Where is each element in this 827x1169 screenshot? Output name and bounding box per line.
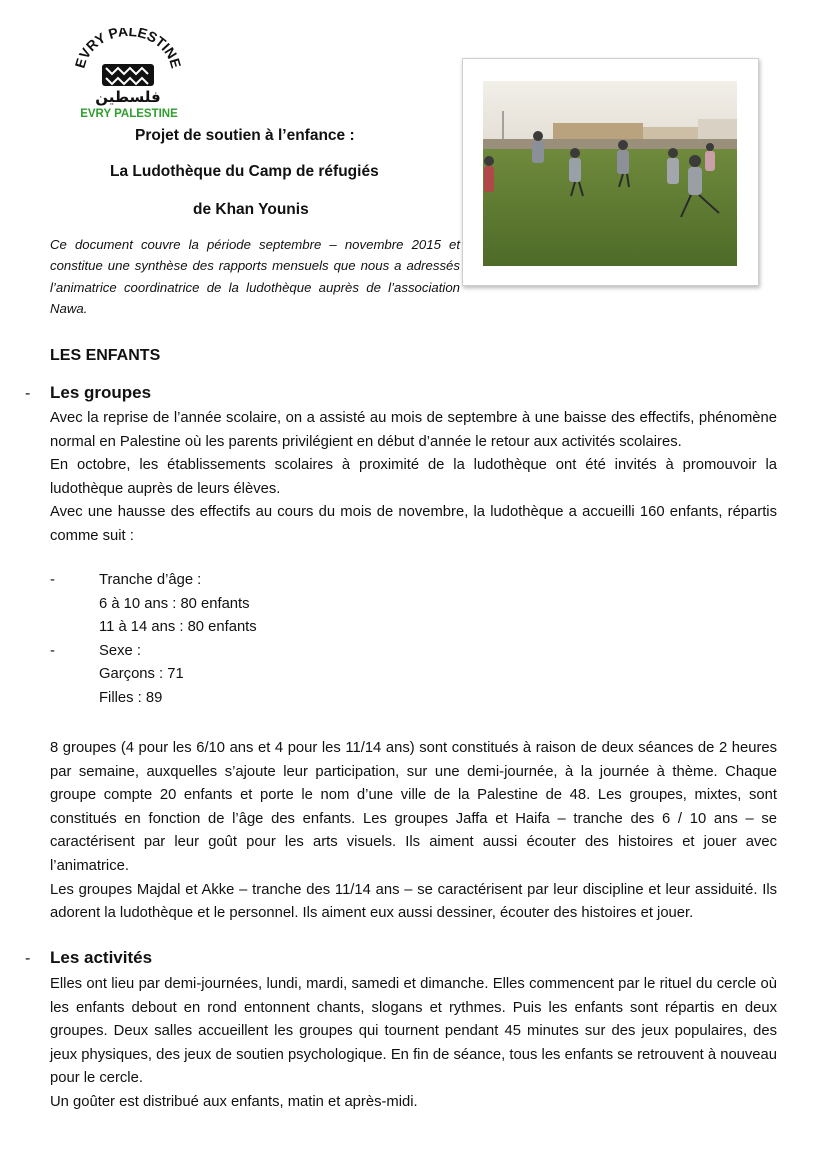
photo-frame (462, 58, 759, 286)
title-line-2: La Ludothèque du Camp de réfugiés (110, 163, 379, 180)
logo-caption: EVRY PALESTINE (80, 108, 178, 120)
activites-paragraph-2: Un goûter est distribué aux enfants, matin et après-midi. (50, 1093, 418, 1110)
intro-paragraph: Ce document couvre la période septembre – novembre 2015 et constitue une synthèse des rapports mensuels que nous a adressés l’animatrice coordinatrice de la ludothèque auprès de l’association Nawa. (50, 237, 460, 316)
title-line-1: Projet de soutien à l’enfance : (135, 127, 355, 144)
activites-dash: - (25, 950, 31, 967)
children-playing-photo (483, 81, 737, 266)
title-line-3: de Khan Younis (193, 201, 309, 218)
list-age-11-14: 11 à 14 ans : 80 enfants (99, 619, 257, 635)
heading-activites: Les activités (50, 948, 153, 967)
heading-groupes: Les groupes (50, 383, 152, 402)
groupes-paragraph-4: 8 groupes (4 pour les 6/10 ans et 4 pour les 11/14 ans) sont constitués à raison de deux séances de 2 heures par semaine, auxquelles s’ajoute leur participation, sur une demi-journée, à la journée à thème. Chaque groupe compte 20 enfants et porte le nom d’une ville de la Palestine de 48. Les groupes, mixtes, sont constitués en fonction de l’âge des enfants. Les groupes Jaffa et Haifa – tranche des 6 / 10 ans – se caractérisent par leur goût pour les arts visuels. Ils aiment aussi écouter des histoires et jouer avec l’animatrice. (50, 740, 777, 874)
groupes-paragraph-5: Les groupes Majdal et Akke – tranche des 11/14 ans – se caractérisent par leur discipline et leur assiduité. Ils adorent la ludothèque et le personnel. Ils aiment eux aussi dessiner, écouter des histoires et jouer. (50, 881, 777, 922)
logo-arabic-text: فلسطين (95, 88, 161, 106)
list-filles: Filles : 89 (99, 690, 163, 706)
list-sexe-label: Sexe : (99, 643, 141, 659)
list-garcons: Garçons : 71 (99, 666, 184, 682)
groupes-paragraph-2: En octobre, les établissements scolaires à proximité de la ludothèque ont été invités à promouvoir la ludothèque auprès de leurs élèves. (50, 457, 777, 497)
logo-arc-text: EVRY PALESTINE (71, 28, 185, 70)
evry-palestine-logo (70, 28, 188, 120)
activites-paragraphs (50, 973, 777, 1115)
groupes-paragraph-1: Avec la reprise de l’année scolaire, on a assisté au mois de septembre à une baisse des effectifs, phénomène normal en Palestine où les parents privilégient en début d’année le retour aux activités scolaires. (50, 410, 777, 450)
groupes-detail-paragraphs (50, 737, 777, 926)
list-age-label: Tranche d’âge : (99, 572, 202, 588)
activites-paragraph-1: Elles ont lieu par demi-journées, lundi, mardi, samedi et dimanche. Elles commencent par le rituel du cercle où les enfants debout en rond entonnent chants, slogans et rythmes. Puis les enfants sont répartis en deux groupes. Deux salles accueillent les groupes qui tournent pendant 45 minutes sur des jeux populaires, des jeux physiques, des jeux de soutien psychologique. En fin de séance, tous les enfants se retrouvent à nouveau pour le cercle. (50, 976, 777, 1087)
groupes-dash: - (25, 385, 31, 402)
keffiyeh-pattern-icon (102, 64, 154, 86)
groupes-intro-paragraphs (50, 407, 777, 549)
list-age-6-10: 6 à 10 ans : 80 enfants (99, 596, 250, 612)
logo-graphic (70, 28, 188, 120)
svg-text:EVRY PALESTINE (72, 28, 185, 70)
list-dash-age: - (50, 572, 55, 588)
section-heading-enfants: LES ENFANTS (50, 347, 161, 364)
groupes-paragraph-3: Avec une hausse des effectifs au cours du mois de novembre, la ludothèque a accueilli 160 enfants, répartis comme suit : (50, 504, 777, 544)
list-dash-sexe: - (50, 643, 55, 659)
